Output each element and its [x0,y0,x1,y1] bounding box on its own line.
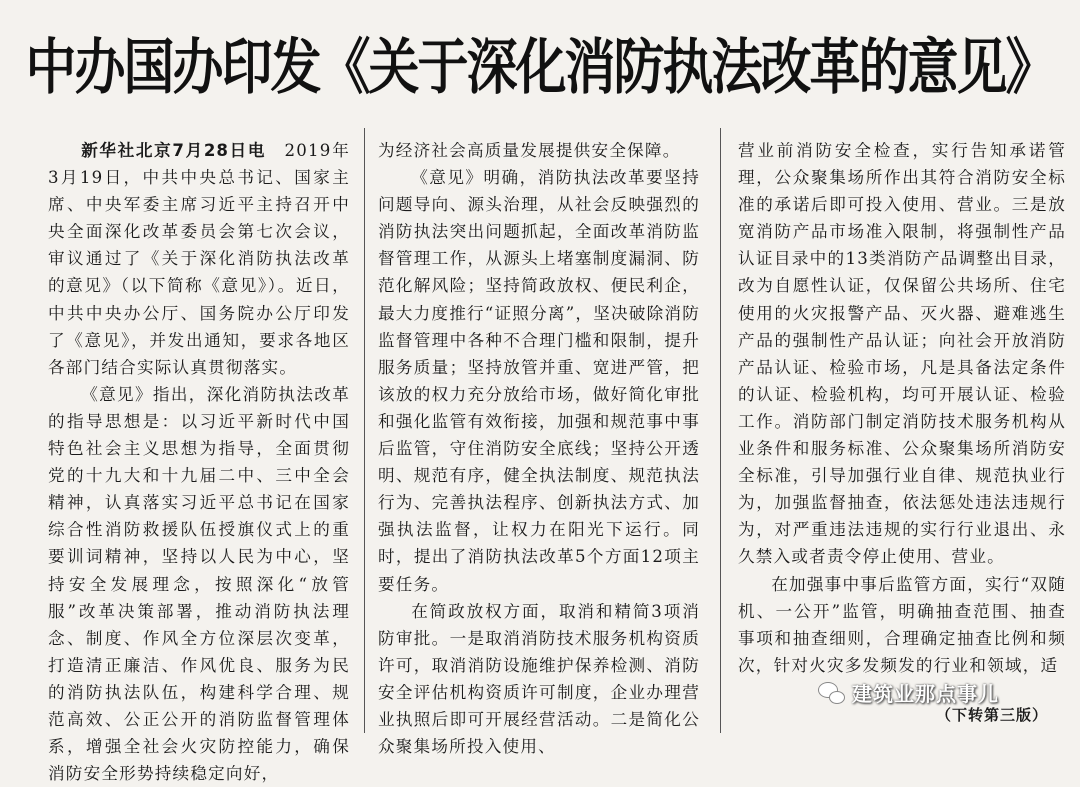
headline-text: 中办国办印发《关于深化消防执法改革的意见》 [25,33,1055,104]
column-divider [720,128,721,733]
paragraph: 《意见》明确，消防执法改革要坚持问题导向、源头治理，从社会反映强烈的消防执法突出问题抓起，全面改革消防监督管理工作，从源头上堵塞制度漏洞、防范化解风险；坚持简政放权、便民利企，最大力度推行“证照分离”，坚决破除消防监督管理中各种不合理门槛和限制，提升服务质量；坚持放管并重、宽进严管，把该放的权力充分放给市场，做好简化审批和强化监管有效衔接，加强和规范事中事后监管，守住消防安全底线；坚持公开透明、规范有序，健全执法制度、规范执法行为、完善执法程序、创新执法方式、加强执法监督，让权力在阳光下运行。同时，提出了消防执法改革5个方面12项主要任务。 [378,168,700,594]
watermark-text: 建筑业那点事儿 [852,682,999,706]
headline [0,18,1080,106]
continued-notice: （下转第三版） [935,706,1048,724]
article-column-2 [378,137,700,757]
article-footer [738,678,1066,728]
paragraph: 在简政放权方面，取消和精简3项消防审批。一是取消消防技术服务机构资质许可，取消消防设施维护保养检测、消防安全评估机构资质许可制度，企业办理营业执照后即可开展经营活动。二是简化公众聚集场所投入使用、 [378,601,700,757]
column-divider [364,128,365,733]
paragraph: 营业前消防安全检查，实行告知承诺管理，公众聚集场所作出其符合消防安全标准的承诺后即可投入使用、营业。三是放宽消防产品市场准入限制，将强制性产品认证目录中的13类消防产品调整出目录，改为自愿性认证，仅保留公共场所、住宅使用的火灾报警产品、灭火器、避难逃生产品的强制性产品认证；向社会开放消防产品认证、检验市场，凡是具备法定条件的认证、检验机构，均可开展认证、检验工作。消防部门制定消防技术服务机构从业条件和服务标准、公众聚集场所消防安全标准，引导加强行业自律、规范执业行为，加强监督抽查，依法惩处违法违规行为，对严重违法违规的实行行业退出、永久禁入或者责令停止使用、营业。 [738,141,1066,567]
dateline: 新华社北京7月28日电 [81,141,267,160]
wechat-icon [818,682,846,704]
paragraph: 为经济社会高质量发展提供安全保障。 [378,141,681,160]
paragraph-text: 2019年3月19日，中共中央总书记、国家主席、中央军委主席习近平主持召开中央全面深化改革委员会第七次会议，审议通过了《关于深化消防执法改革的意见》（以下简称《意见》）。近日，中共中央办公厅、国务院办公厅印发了《意见》，并发出通知，要求各地区各部门结合实际认真贯彻落实。 [48,141,351,377]
article-column-3 [738,137,1066,679]
paragraph [48,137,350,381]
paragraph: 《意见》指出，深化消防执法改革的指导思想是：以习近平新时代中国特色社会主义思想为指导，全面贯彻党的十九大和十九届二中、三中全会精神，认真落实习近平总书记在国家综合性消防救援队伍授旗仪式上的重要训词精神，坚持以人民为中心，坚持安全发展理念，按照深化“放管服”改革决策部署，推动消防执法理念、制度、作风全方位深层次变革，打造清正廉洁、作风优良、服务为民的消防执法队伍，构建科学合理、规范高效、公正公开的消防监督管理体系，增强全社会火灾防控能力，确保消防安全形势持续稳定向好， [48,384,350,784]
paragraph: 在加强事中事后监管方面，实行“双随机、一公开”监管，明确抽查范围、抽查事项和抽查细则，合理确定抽查比例和频次，针对火灾多发频发的行业和领域，适 [738,574,1066,675]
article-column-1 [48,137,351,784]
watermark [818,678,999,707]
